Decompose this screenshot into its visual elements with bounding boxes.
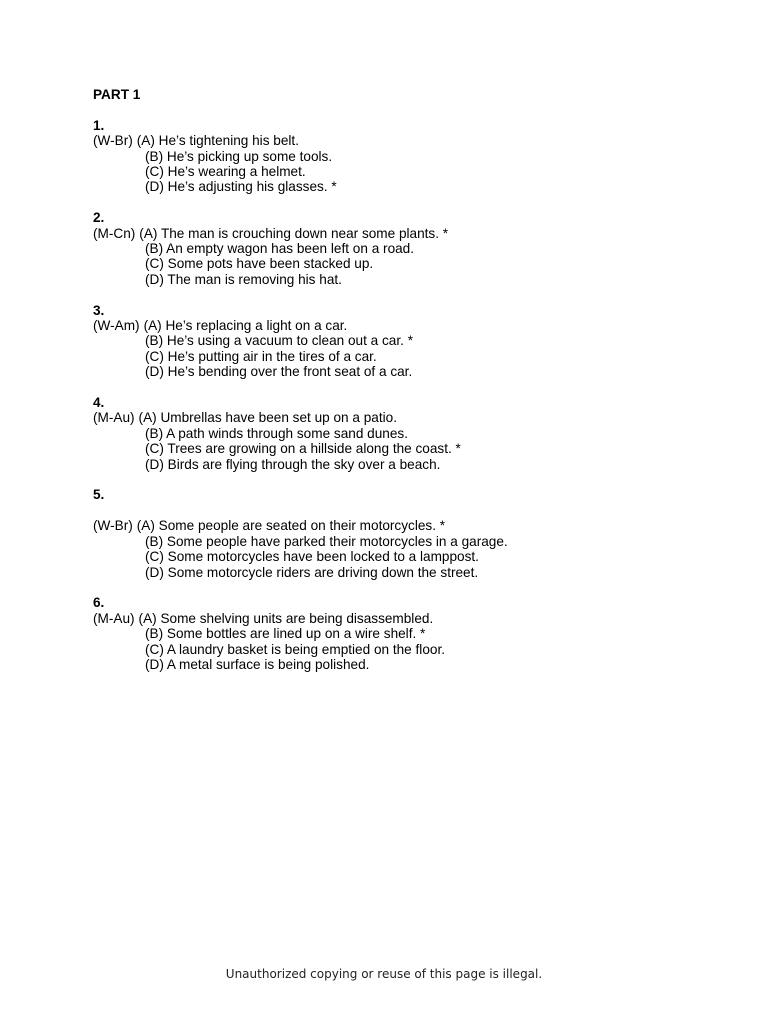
option-b: (B) He’s picking up some tools. [145, 148, 333, 164]
question-number: 1. [93, 117, 105, 133]
option-d: (D) The man is removing his hat. [145, 271, 342, 287]
copyright-footer: Unauthorized copying or reuse of this page is illegal. [225, 967, 543, 981]
option-c: (C) Some motorcycles have been locked to a lamppost. [145, 549, 479, 565]
question-6 [93, 595, 733, 672]
option-a [93, 410, 733, 425]
option-b: (B) Some bottles are lined up on a wire shelf. * [145, 626, 426, 642]
option-c: (C) He’s putting air in the tires of a car. [145, 348, 377, 364]
speaker-label: (W-Br) [93, 518, 133, 534]
option-d: (D) Birds are flying through the sky over a beach. [145, 456, 441, 472]
page-content [93, 87, 733, 688]
option-text: (A) Some shelving units are being disassembled. [138, 610, 434, 626]
option-c: (C) A laundry basket is being emptied on the floor. [145, 641, 445, 657]
option-d: (D) Some motorcycle riders are driving down the street. [145, 564, 479, 580]
speaker-label: (W-Am) [93, 318, 140, 334]
question-number: 6. [93, 595, 105, 611]
question-number: 3. [93, 302, 105, 318]
question-5 [93, 487, 733, 579]
question-number: 2. [93, 210, 105, 226]
option-text: (A) Umbrellas have been set up on a patio. [138, 410, 397, 426]
question-2 [93, 210, 733, 287]
option-b: (B) Some people have parked their motorcycles in a garage. [145, 533, 508, 549]
option-a [93, 226, 733, 241]
option-text: (A) He’s tightening his belt. [136, 133, 299, 149]
option-c: (C) Trees are growing on a hillside along the coast. * [145, 441, 461, 457]
speaker-label: (M-Au) [93, 610, 135, 626]
option-a [93, 611, 733, 626]
question-number: 5. [93, 487, 105, 503]
option-text: (A) The man is crouching down near some plants. * [139, 225, 449, 241]
option-text: (A) He’s replacing a light on a car. [143, 318, 348, 334]
option-a [93, 133, 733, 148]
speaker-label: (W-Br) [93, 133, 133, 149]
blank-line [93, 503, 733, 518]
option-text: (A) Some people are seated on their motorcycles. * [136, 518, 446, 534]
question-3 [93, 303, 733, 380]
speaker-label: (M-Au) [93, 410, 135, 426]
option-b: (B) A path winds through some sand dunes. [145, 425, 408, 441]
question-1 [93, 118, 733, 195]
option-c: (C) Some pots have been stacked up. [145, 256, 374, 272]
option-a [93, 318, 733, 333]
question-number: 4. [93, 395, 105, 411]
option-a [93, 518, 733, 533]
speaker-label: (M-Cn) [93, 225, 136, 241]
question-4 [93, 395, 733, 472]
option-b: (B) An empty wagon has been left on a road. [145, 241, 415, 257]
option-d: (D) He’s bending over the front seat of a car. [145, 364, 413, 380]
part-title: PART 1 [93, 87, 141, 102]
option-c: (C) He’s wearing a helmet. [145, 164, 306, 180]
option-d: (D) He’s adjusting his glasses. * [145, 179, 337, 195]
option-d: (D) A metal surface is being polished. [145, 656, 370, 672]
option-b: (B) He’s using a vacuum to clean out a car. * [145, 333, 413, 349]
